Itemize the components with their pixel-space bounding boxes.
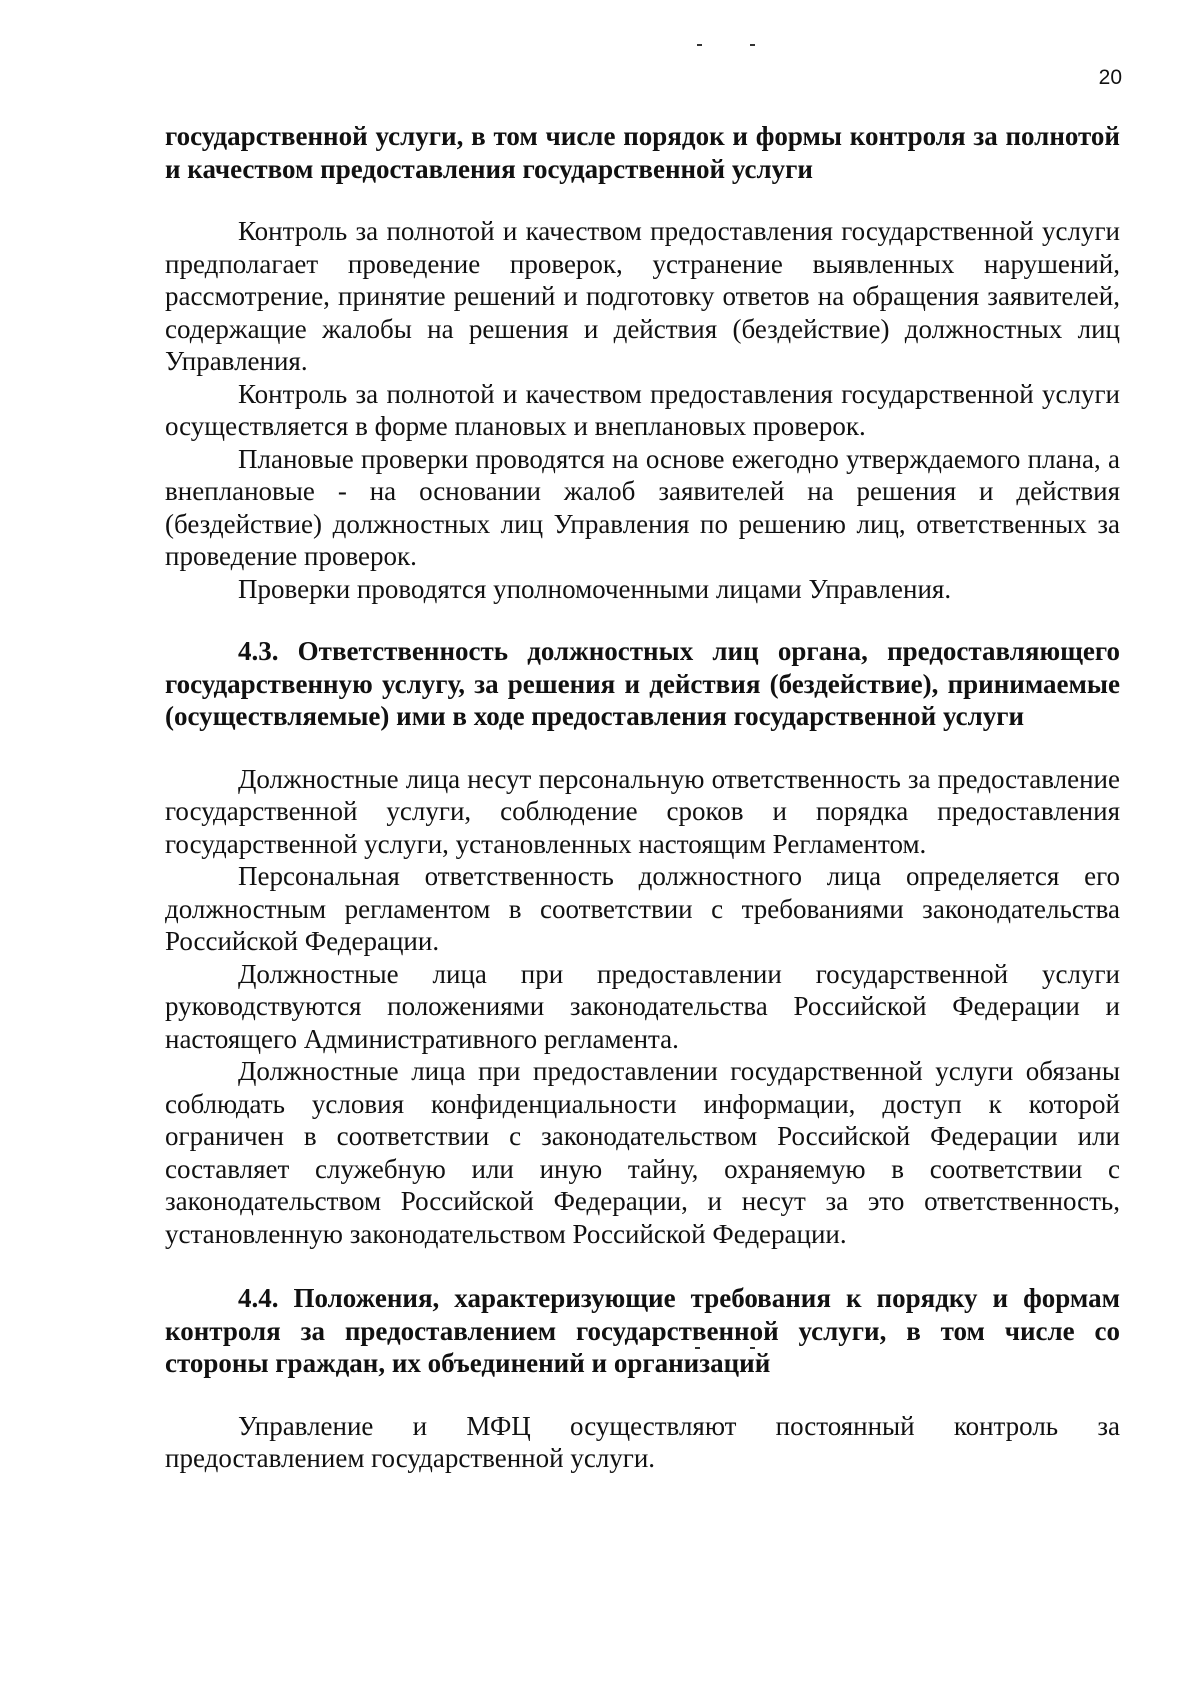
- paragraph: Проверки проводятся уполномоченными лицами Управления.: [238, 573, 952, 604]
- section-heading-4-4: 4.4. Положения, характеризующие требования к порядку и формам контроля за предоставлением государственной услуги, в том числе со стороны граждан, их объединений и организаций: [165, 1283, 1120, 1378]
- paragraph: Контроль за полнотой и качеством предоставления государственной услуги предполагает проведение проверок, устранение выявленных нарушений, рассмотрение, принятие решений и подготовку ответов на обращения заявителей, содержащие жалобы на решения и действия (бездействие) должностных лиц Управления.: [165, 216, 1120, 376]
- document-body: [165, 120, 1120, 1475]
- section-heading-4-2-continued: государственной услуги, в том числе порядок и формы контроля за полнотой и качеством предоставления государственной услуги: [165, 121, 1120, 184]
- spacer: [165, 1380, 1120, 1410]
- page-number: 20: [1098, 66, 1122, 89]
- paragraph: Персональная ответственность должностного лица определяется его должностным регламентом в соответствии с требованиями законодательства Российской Федерации.: [165, 861, 1120, 956]
- paragraph: Должностные лица несут персональную ответственность за предоставление государственной услуги, соблюдение сроков и порядка предоставления государственной услуги, установленных настоящим Регламентом.: [165, 763, 1120, 859]
- spacer: [165, 185, 1120, 215]
- spacer: [165, 605, 1120, 635]
- paragraph: Должностные лица при предоставлении государственной услуги обязаны соблюдать условия конфиденциальности информации, доступ к которой ограничен в соответствии с законодательством Российской Федерации или составляет служебную или иную тайну, охраняемую в соответствии с законодательством Российской Федерации, и несут за это ответственность, установленную законодательством Российской Федерации.: [165, 1056, 1120, 1249]
- paragraph: Плановые проверки проводятся на основе ежегодно утверждаемого плана, а внеплановые - на основании жалоб заявителей на решения и действия (бездействие) должностных лиц Управления по решению лиц, ответственных за проведение проверок.: [165, 443, 1120, 571]
- paragraph: Должностные лица при предоставлении государственной услуги руководствуются положениями законодательства Российской Федерации и настоящего Административного регламента.: [165, 958, 1120, 1054]
- spacer: [165, 733, 1120, 763]
- paragraph: Управление и МФЦ осуществляют постоянный контроль за предоставлением государственной услуги.: [165, 1410, 1120, 1473]
- scan-artifact: [750, 44, 755, 46]
- section-heading-4-3: 4.3. Ответственность должностных лиц органа, предоставляющего государственную услугу, за решения и действия (бездействие), принимаемые (осуществляемые) ими в ходе предоставления государственной услуги: [165, 636, 1120, 731]
- spacer: [165, 1250, 1120, 1282]
- paragraph: Контроль за полнотой и качеством предоставления государственной услуги осуществляется в форме плановых и внеплановых проверок.: [165, 378, 1120, 441]
- scan-artifact: [697, 44, 702, 46]
